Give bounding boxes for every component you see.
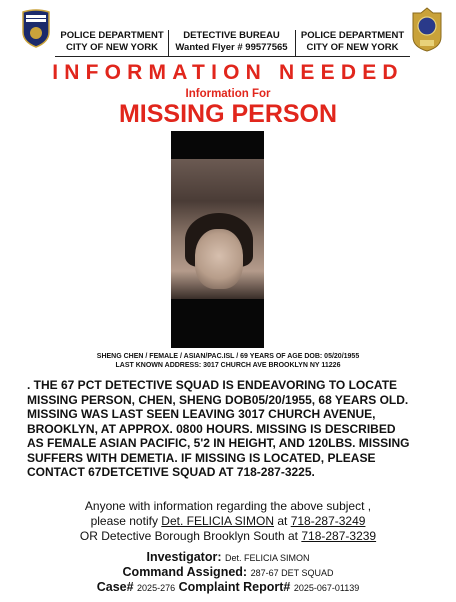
investigator-line <box>0 550 456 566</box>
investigator-value: Det. FELICIA SIMON <box>224 553 310 563</box>
subheading: Information For <box>185 88 271 100</box>
detective-phone: 718-287-3249 <box>290 514 366 528</box>
header-left-line1: POLICE DEPARTMENT <box>60 30 164 41</box>
header-right <box>296 30 409 54</box>
notice-at: at <box>277 514 288 528</box>
body-line: CONTACT 67DETCETIVE SQUAD AT 718-287-3225. <box>27 465 315 479</box>
body-line: SUFFERS WITH DEMETIA. IF MISSING IS LOCATED, PLEASE <box>27 450 376 465</box>
notice-line2 <box>0 514 456 529</box>
photo-face <box>195 229 243 289</box>
header-rule <box>55 56 410 57</box>
body-line: AS FEMALE ASIAN PACIFIC, 5'2 IN HEIGHT, AND 120LBS. MISSING <box>27 436 410 450</box>
body-line: . THE 67 PCT DETECTIVE SQUAD IS ENDEAVORING TO LOCATE <box>27 378 398 392</box>
header-right-line2: CITY OF NEW YORK <box>306 42 399 53</box>
case-label: Case# <box>96 580 134 594</box>
caption-line1: SHENG CHEN / FEMALE / ASIAN/PAC.ISL / 69 YEARS OF AGE DOB: 05/20/1955 <box>96 353 360 360</box>
command-label: Command Assigned: <box>122 565 248 579</box>
command-line <box>0 565 456 581</box>
subject-photo <box>171 131 264 348</box>
header-left <box>57 30 167 54</box>
body-line: BROOKLYN, AT APPROX. 0800 HOURS. MISSING IS DESCRIBED <box>27 421 396 436</box>
description-text <box>27 378 437 480</box>
notice-line3 <box>0 529 456 544</box>
detective-name: Det. FELICIA SIMON <box>161 514 274 528</box>
header-right-line1: POLICE DEPARTMENT <box>300 30 405 41</box>
notice-pre: please notify <box>90 514 158 528</box>
nypd-badge-icon <box>411 7 443 52</box>
notice-line1: Anyone with information regarding the above subject , <box>84 499 372 513</box>
nypd-patch-icon <box>20 8 52 48</box>
notice-borough: OR Detective Borough Brooklyn South at <box>79 529 299 543</box>
header-mid-line2: Wanted Flyer # 99577565 <box>175 42 288 53</box>
command-value: 287-67 DET SQUAD <box>250 568 334 578</box>
photo-image <box>171 159 264 299</box>
borough-phone: 718-287-3239 <box>301 529 377 543</box>
caption-line2: LAST KNOWN ADDRESS: 3017 CHURCH AVE BROOKLYN NY 11226 <box>115 362 341 369</box>
header-middle <box>169 30 294 54</box>
header-mid-line1: DETECTIVE BUREAU <box>183 30 280 41</box>
complaint-label: Complaint Report# <box>178 580 291 594</box>
case-line <box>0 580 456 596</box>
complaint-value: 2025-067-01139 <box>293 583 360 593</box>
information-needed-banner: INFORMATION NEEDED <box>52 61 404 84</box>
page-title: MISSING PERSON <box>118 100 338 128</box>
investigator-label: Investigator: <box>146 550 222 564</box>
body-line: MISSING WAS LAST SEEN LEAVING 3017 CHURCH AVENUE, <box>27 407 376 421</box>
body-line: MISSING PERSON, CHEN, SHENG DOB05/20/1955, 68 YEARS OLD. <box>27 392 409 407</box>
photo-caption <box>0 352 456 370</box>
case-value: 2025-276 <box>137 583 176 593</box>
header-left-line2: CITY OF NEW YORK <box>65 42 159 53</box>
